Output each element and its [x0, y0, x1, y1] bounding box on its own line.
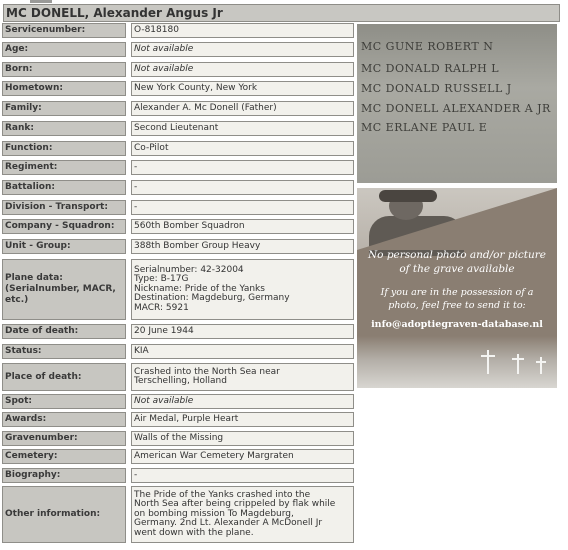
- notice-line-2: of the grave available: [399, 263, 515, 275]
- row-value: Alexander A. Mc Donell (Father): [131, 101, 354, 116]
- grave-crossbar: [481, 355, 495, 357]
- grave-crossbar: [536, 361, 546, 363]
- row-date-of-death: [2, 324, 354, 339]
- row-label: Servicenumber:: [2, 23, 126, 38]
- row-label: Company - Squadron:: [2, 219, 126, 234]
- row-label: Age:: [2, 42, 126, 57]
- row-value: 560th Bomber Squadron: [131, 219, 354, 234]
- row-other-information: [2, 486, 354, 543]
- soldier-photo: [357, 188, 557, 250]
- row-family: [2, 101, 354, 116]
- page-title: MC DONELL, Alexander Angus Jr: [3, 4, 560, 22]
- row-age: [2, 42, 354, 57]
- row-label: Family:: [2, 101, 126, 116]
- row-label: Gravenumber:: [2, 431, 126, 446]
- row-awards: [2, 412, 354, 427]
- value-line: The Pride of the Yanks crashed into the: [134, 489, 311, 500]
- value-line: on bombing mission To Magdeburg,: [134, 508, 294, 519]
- row-rank: [2, 121, 354, 136]
- row-spot: [2, 394, 354, 409]
- row-value: 388th Bomber Group Heavy: [131, 239, 354, 254]
- notice-line-1: No personal photo and/or picture: [367, 249, 547, 261]
- row-value: Air Medal, Purple Heart: [131, 412, 354, 427]
- row-label: Hometown:: [2, 81, 126, 96]
- value-line: went down with the plane.: [134, 527, 254, 538]
- grave-cross: [540, 357, 542, 374]
- value-line: Terschelling, Holland: [134, 376, 227, 386]
- top-tab: [30, 0, 52, 3]
- row-biography: [2, 468, 354, 483]
- value-line: Nickname: Pride of the Yanks: [134, 283, 265, 294]
- grave-cross: [487, 350, 489, 374]
- row-value: Second Lieutenant: [131, 121, 354, 136]
- row-function: [2, 141, 354, 156]
- row-unit-group: [2, 239, 354, 254]
- row-value: -: [131, 468, 354, 483]
- label-line: Plane data:: [5, 273, 63, 283]
- row-label: Date of death:: [2, 324, 126, 339]
- row-label: Born:: [2, 62, 126, 77]
- row-place-of-death: [2, 363, 354, 391]
- value-line: MACR: 5921: [134, 302, 189, 313]
- row-value: -: [131, 160, 354, 175]
- row-value: American War Cemetery Margraten: [131, 449, 354, 464]
- row-value: 20 June 1944: [131, 324, 354, 339]
- row-label: Unit - Group:: [2, 239, 126, 254]
- row-value: Not available: [131, 394, 354, 409]
- row-value: [131, 363, 354, 391]
- row-cemetery: [2, 449, 354, 464]
- notice-line-3: If you are in the possession of a: [380, 287, 534, 298]
- no-photo-notice: [357, 188, 557, 388]
- row-value: KIA: [131, 344, 354, 359]
- row-gravenumber: [2, 431, 354, 446]
- row-label: Awards:: [2, 412, 126, 427]
- row-company-squadron: [2, 219, 354, 234]
- row-label: Cemetery:: [2, 449, 126, 464]
- wall-name: MC GUNE ROBERT N: [361, 40, 494, 53]
- row-division-transport: [2, 200, 354, 215]
- row-servicenumber: [2, 23, 354, 38]
- notice-email: info@adoptiegraven-database.nl: [371, 319, 543, 330]
- row-label: Spot:: [2, 394, 126, 409]
- row-label: Rank:: [2, 121, 126, 136]
- row-value: -: [131, 180, 354, 195]
- value-line: Serialnumber: 42-32004: [134, 264, 244, 275]
- grave-crossbar: [512, 358, 524, 360]
- row-label: Other information:: [2, 486, 126, 543]
- value-line: North Sea after being crippeled by flak while: [134, 499, 336, 510]
- row-status: [2, 344, 354, 359]
- value-line: Type: B-17G: [134, 274, 189, 285]
- value-line: Germany. 2nd Lt. Alexander A McDonell Jr: [134, 518, 323, 529]
- row-label: Battalion:: [2, 180, 126, 195]
- row-battalion: [2, 180, 354, 195]
- row-label: [2, 259, 126, 320]
- row-value: [131, 486, 354, 543]
- row-value: O-818180: [131, 23, 354, 38]
- row-value: [131, 259, 354, 320]
- row-value: Not available: [131, 62, 354, 77]
- wall-of-missing-photo: [357, 24, 557, 183]
- notice-line-4: photo, feel free to send it to:: [388, 300, 526, 311]
- wall-name: MC DONELL ALEXANDER A JR: [361, 102, 551, 115]
- label-line: (Serialnumber, MACR,: [5, 284, 116, 294]
- value-line: Destination: Magdeburg, Germany: [134, 293, 290, 304]
- row-label: Status:: [2, 344, 126, 359]
- row-value: New York County, New York: [131, 81, 354, 96]
- grave-cross: [517, 354, 519, 374]
- row-label: Function:: [2, 141, 126, 156]
- row-label: Regiment:: [2, 160, 126, 175]
- row-regiment: [2, 160, 354, 175]
- row-label: Biography:: [2, 468, 126, 483]
- wall-name: MC ERLANE PAUL E: [361, 121, 488, 134]
- row-born: [2, 62, 354, 77]
- label-line: etc.): [5, 295, 29, 305]
- row-value: -: [131, 200, 354, 215]
- row-plane-data: [2, 259, 354, 320]
- cemetery-photo: [357, 336, 557, 388]
- row-hometown: [2, 81, 354, 96]
- diagonal-overlay: [357, 188, 557, 250]
- row-label: Division - Transport:: [2, 200, 126, 215]
- wall-name: MC DONALD RUSSELL J: [361, 82, 512, 95]
- wall-name: MC DONALD RALPH L: [361, 62, 500, 75]
- row-value: Co-Pilot: [131, 141, 354, 156]
- value-line: Crashed into the North Sea near: [134, 366, 280, 377]
- row-value: Walls of the Missing: [131, 431, 354, 446]
- row-label: Place of death:: [2, 363, 126, 391]
- row-value: Not available: [131, 42, 354, 57]
